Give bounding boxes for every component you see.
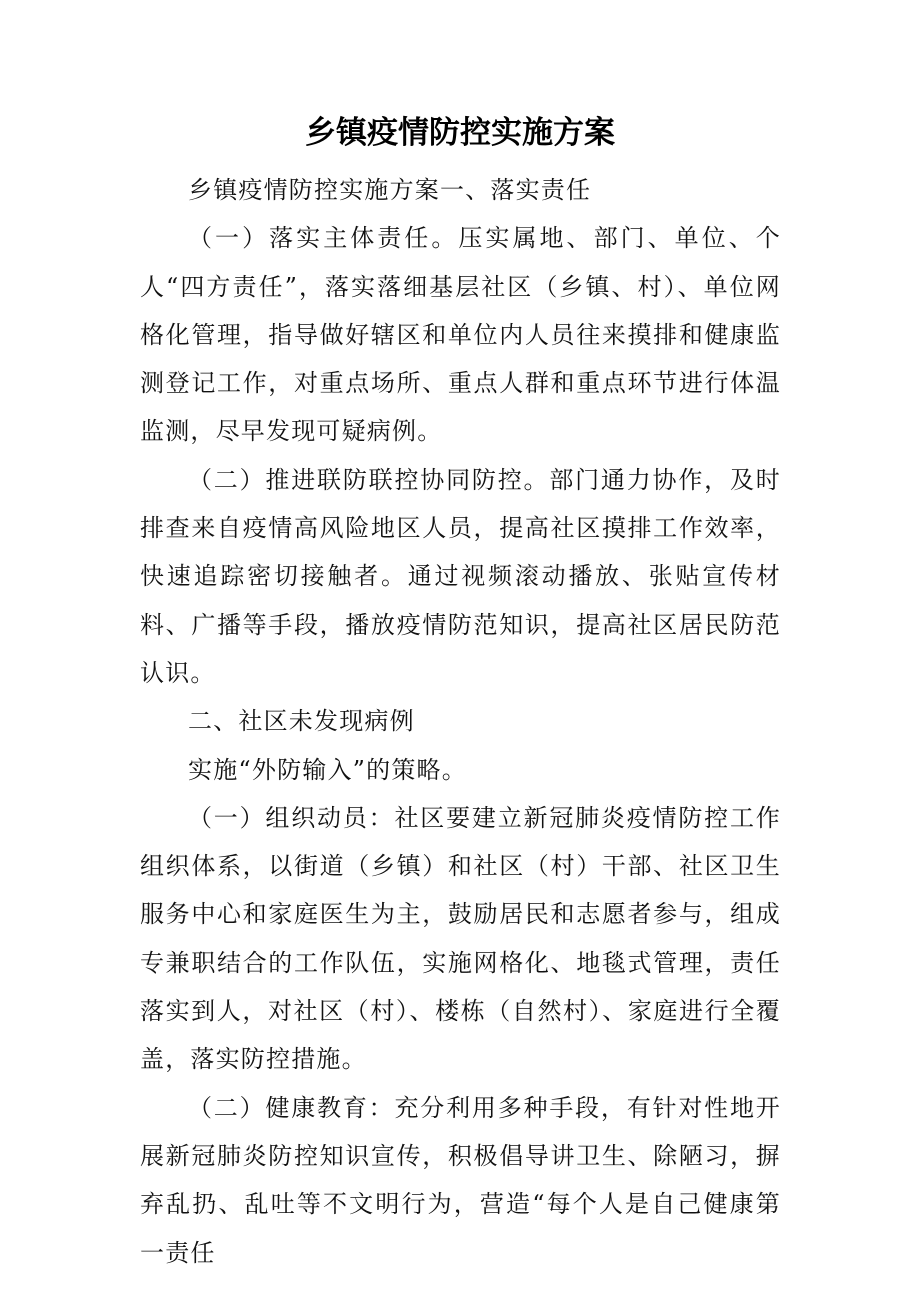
paragraph-main-responsibility: （一）落实主体责任。压实属地、部门、单位、个人“四方责任”，落实落细基层社区（乡镇、村）、单位网格化管理，指导做好辖区和单位内人员往来摸排和健康监测登记工作，对重点场所、重点人群和重点环节进行体温监测，尽早发现可疑病例。 xyxy=(140,224,781,446)
document-body xyxy=(140,166,781,1277)
paragraph-joint-control: （二）推进联防联控协同防控。部门通力协作，及时排查来自疫情高风险地区人员，提高社区摸排工作效率，快速追踪密切接触者。通过视频滚动播放、张贴宣传材料、广播等手段，播放疫情防范知识，提高社区居民防范认识。 xyxy=(140,465,781,687)
paragraph-intro: 乡镇疫情防控实施方案一、落实责任 xyxy=(188,176,592,204)
paragraph-strategy: 实施“外防输入”的策略。 xyxy=(188,755,467,784)
paragraph-mobilization: （一）组织动员：社区要建立新冠肺炎疫情防控工作组织体系，以街道（乡镇）和社区（村）干部、社区卫生服务中心和家庭医生为主，鼓励居民和志愿者参与，组成专兼职结合的工作队伍，实施网格化、地毯式管理，责任落实到人，对社区（村）、楼栋（自然村）、家庭进行全覆盖，落实防控措施。 xyxy=(140,803,781,1074)
document-title: 乡镇疫情防控实施方案 xyxy=(305,115,615,151)
section-heading-no-cases: 二、社区未发现病例 xyxy=(188,707,415,736)
paragraph-health-education: （二）健康教育：充分利用多种手段，有针对性地开展新冠肺炎防控知识宣传，积极倡导讲卫生、除陋习，摒弃乱扔、乱吐等不文明行为，营造“每个人是自己健康第一责任 xyxy=(140,1093,781,1267)
